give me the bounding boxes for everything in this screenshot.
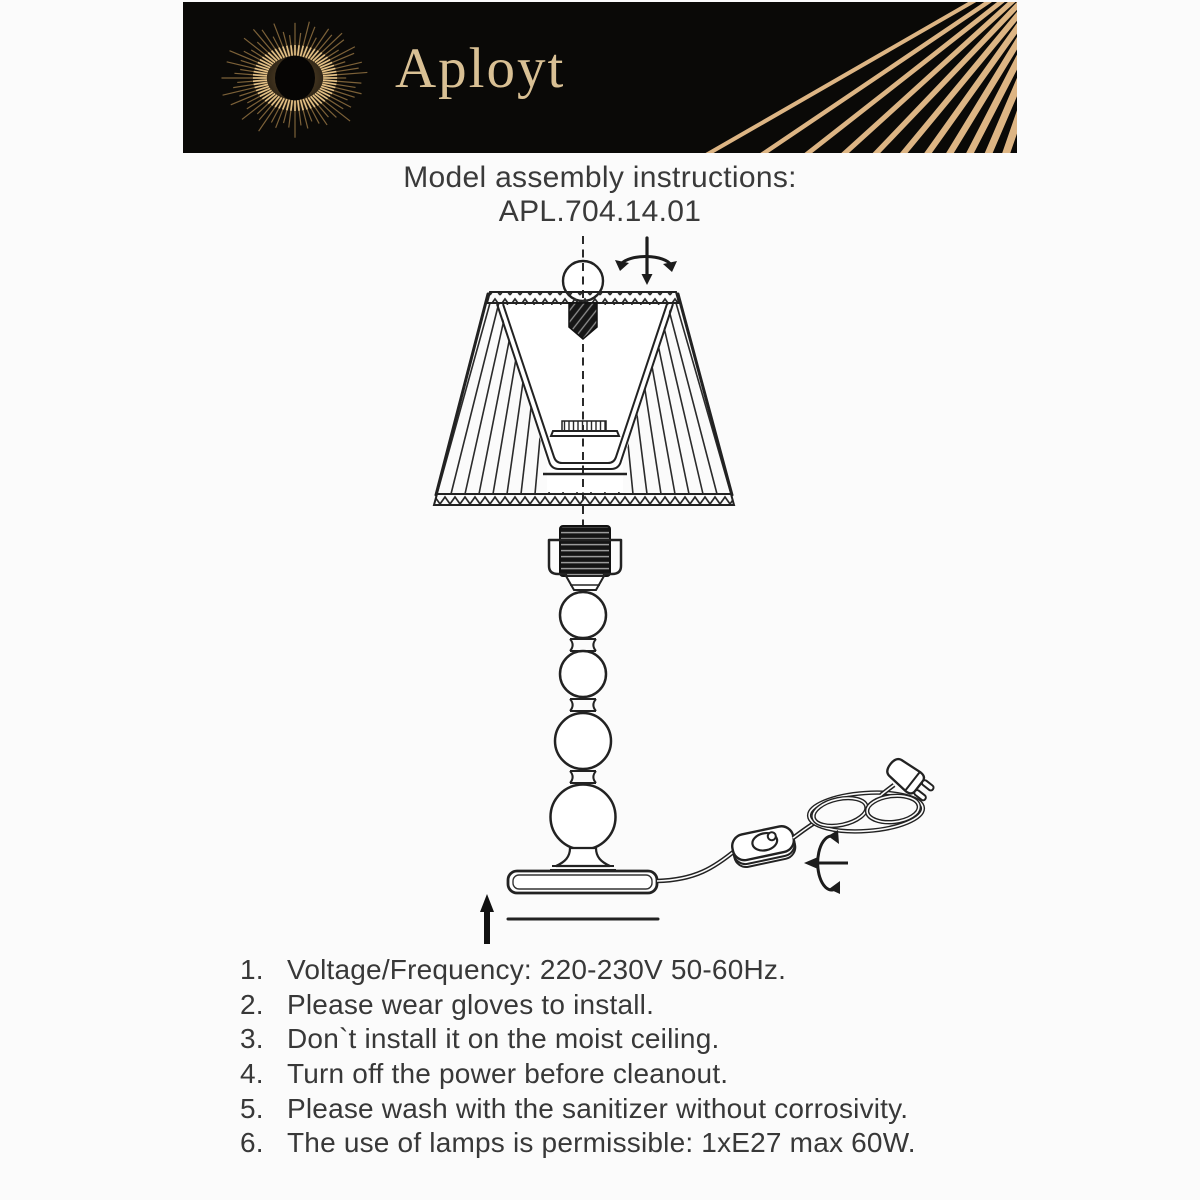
item-text: Don`t install it on the moist ceiling. [287,1023,720,1055]
inline-switch [730,824,798,869]
glass-ball-stem [551,592,616,850]
socket-assembly [549,526,621,590]
instruction-item [240,1126,916,1161]
item-text: The use of lamps is permissible: 1xE27 max 60W. [287,1127,916,1159]
page-title: Model assembly instructions: [403,161,797,194]
shade-bottom-band [434,494,734,505]
power-cord [657,755,936,881]
instruction-item [240,1091,916,1126]
instruction-item [240,988,916,1023]
lampshade [434,236,734,531]
lamp-base [508,848,657,893]
glass-ball [551,785,616,850]
glass-ball [555,713,611,769]
instruction-item [240,1057,916,1092]
rotate-finial-icon [615,238,677,285]
base-foot [556,848,610,866]
item-number: 3. [240,1023,264,1055]
up-arrow-icon [480,894,494,944]
item-text: Please wash with the sanitizer without corrosivity. [287,1092,909,1124]
socket-neck [566,576,604,590]
instruction-item [240,953,916,988]
item-number: 4. [240,1058,264,1090]
item-number: 1. [240,954,264,986]
lamp-socket [560,526,610,576]
rotate-cord-icon [804,830,848,894]
item-text: Turn off the power before cleanout. [287,1058,729,1090]
item-text: Voltage/Frequency: 220-230V 50-60Hz. [287,954,787,986]
item-number: 5. [240,1092,264,1124]
cord-coil [808,789,924,835]
model-number: APL.704.14.01 [498,195,702,228]
instructions-list [240,953,916,1161]
brand-name: Aployt [395,37,566,100]
glass-ball [560,592,606,638]
item-number: 6. [240,1127,264,1159]
glass-ball [560,651,606,697]
shade-top-band [487,292,679,303]
plug-prong [921,779,935,791]
instruction-item [240,1022,916,1057]
item-text: Please wear gloves to install. [287,988,655,1020]
item-number: 2. [240,988,264,1020]
